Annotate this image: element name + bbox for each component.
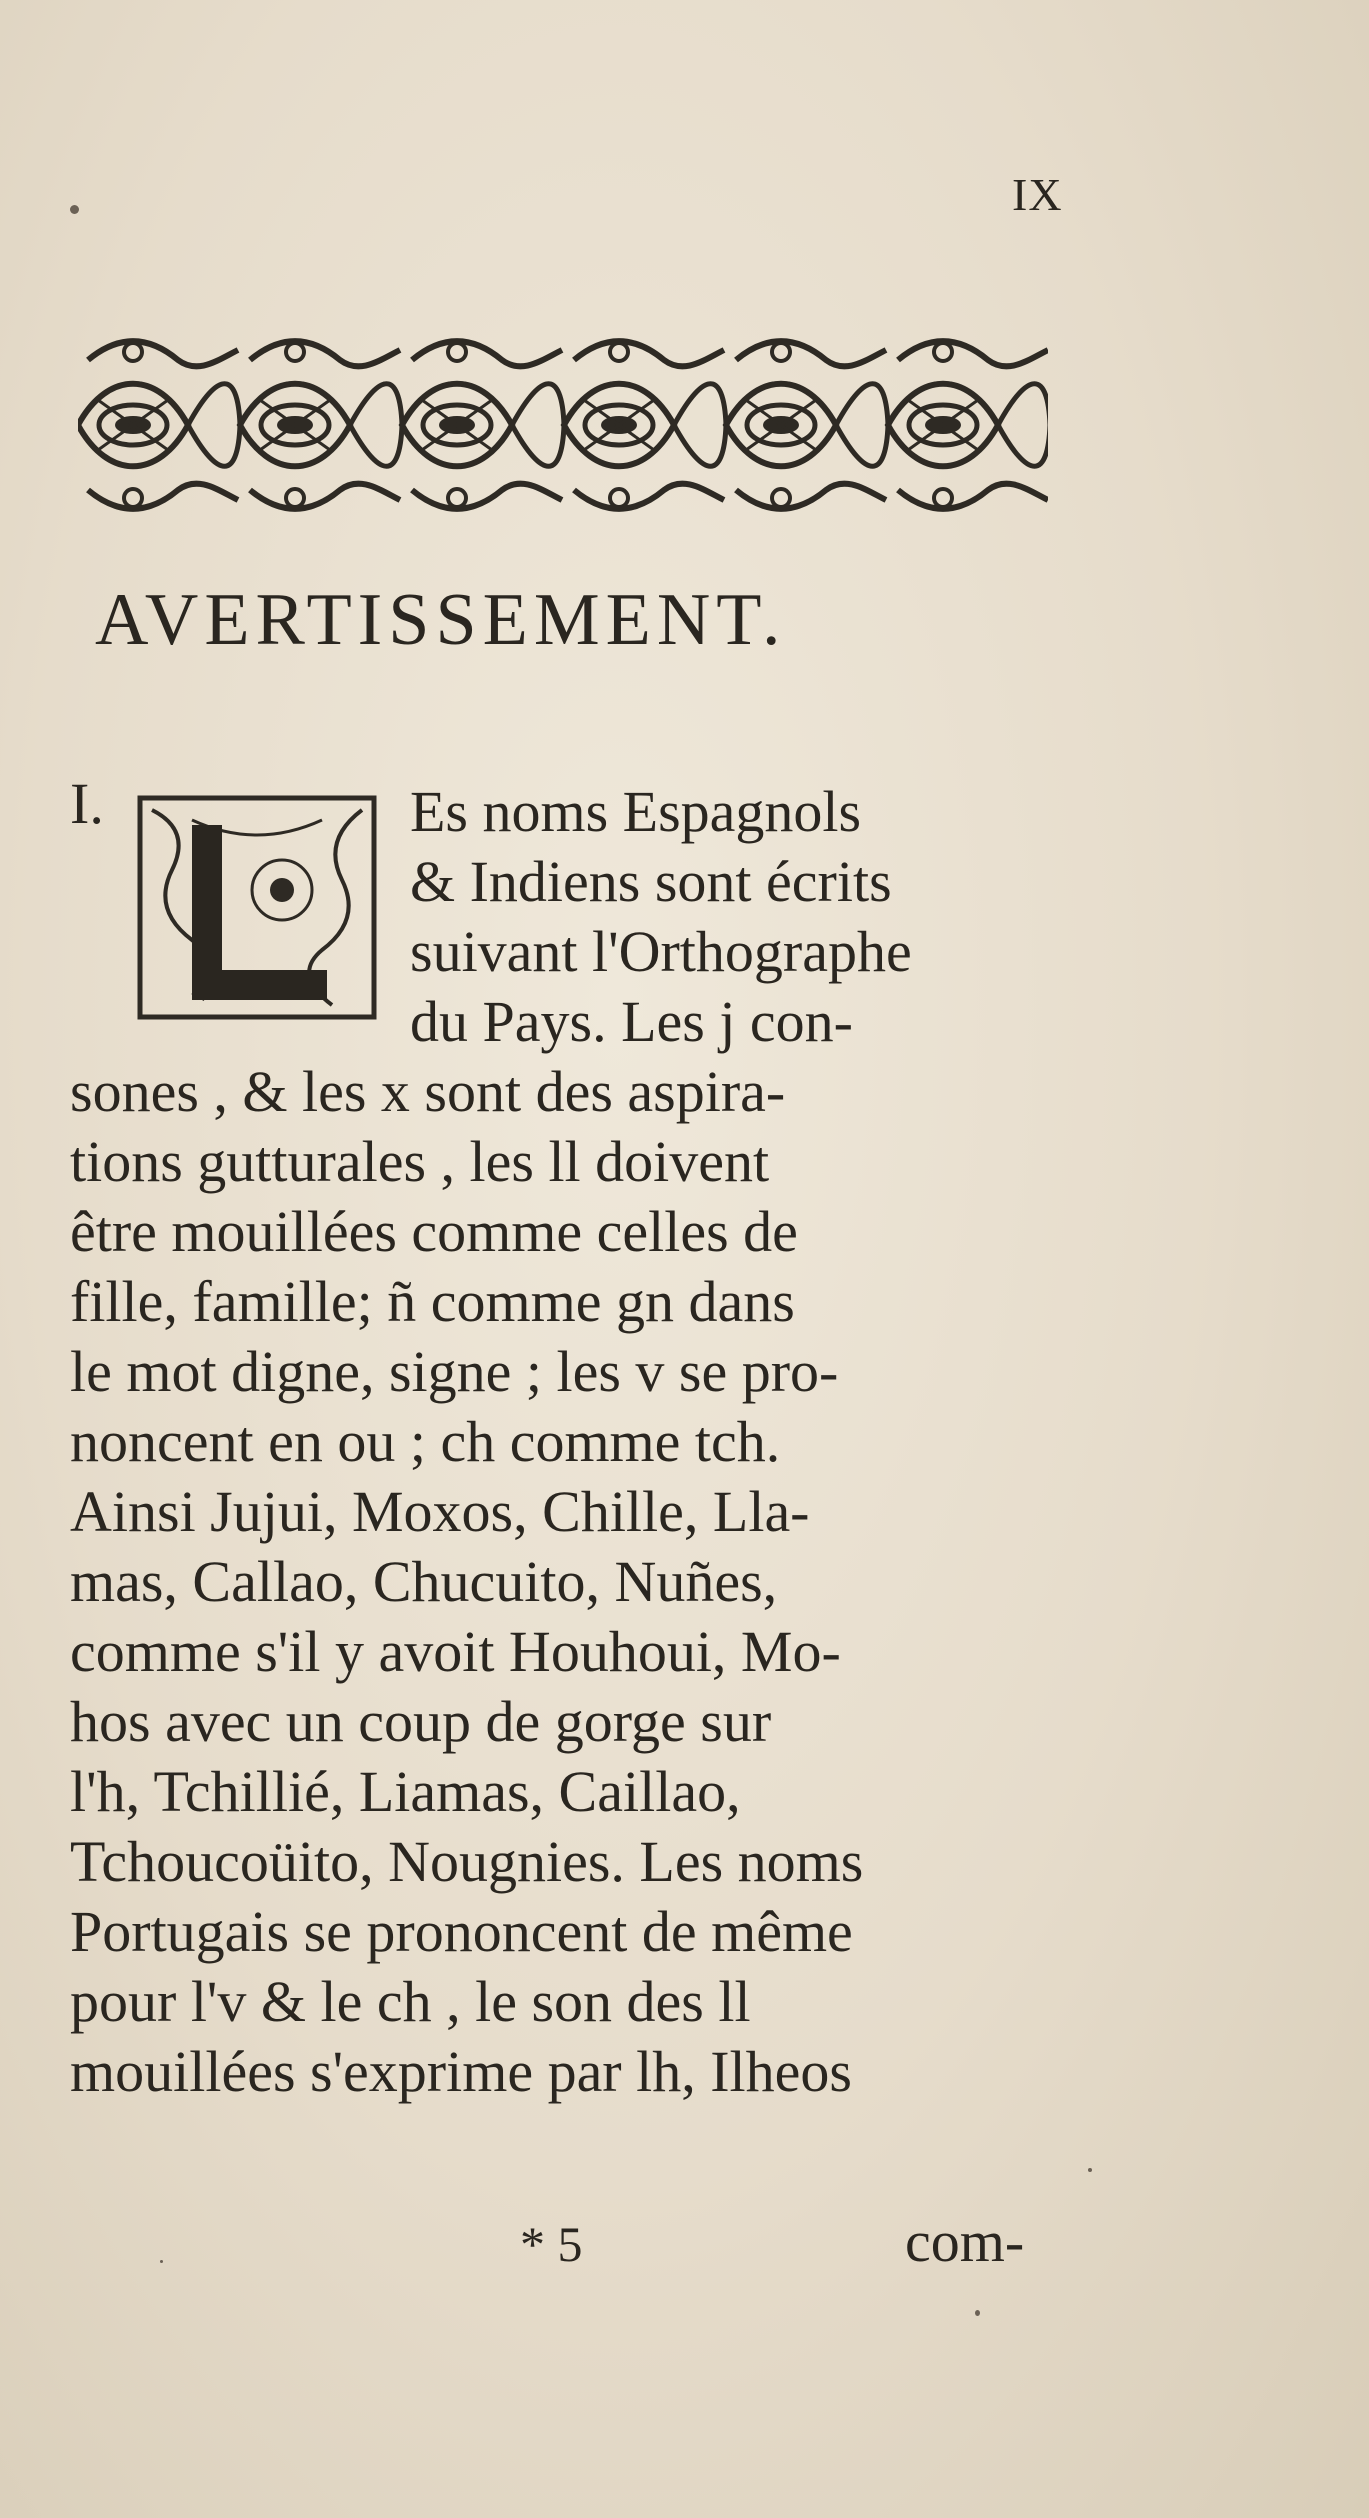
decorated-initial-L bbox=[132, 790, 382, 1025]
text-line: Ainsi Jujui, Moxos, Chille, Lla- bbox=[70, 1479, 810, 1544]
text-line: mouillées s'exprime par lh, Ilheos bbox=[70, 2039, 852, 2104]
text-line: sones , & les x sont des aspira- bbox=[70, 1059, 786, 1124]
ornament-headpiece bbox=[78, 330, 1048, 520]
page-number: IX bbox=[1012, 169, 1063, 220]
text-line: suivant l'Orthographe bbox=[410, 919, 912, 984]
text-line: noncent en ou ; ch comme tch. bbox=[70, 1409, 781, 1474]
text-line: du Pays. Les j con- bbox=[410, 989, 853, 1054]
text-line: Tchoucoüito, Nougnies. Les noms bbox=[70, 1829, 864, 1894]
signature-mark: * 5 bbox=[520, 2216, 583, 2272]
paragraph-number: I. bbox=[70, 771, 104, 836]
text-line: tions gutturales , les ll doivent bbox=[70, 1129, 770, 1194]
text-line: le mot digne, signe ; les v se pro- bbox=[70, 1339, 839, 1404]
text-line: comme s'il y avoit Houhoui, Mo- bbox=[70, 1619, 841, 1684]
paper-speck bbox=[70, 205, 79, 214]
section-title: AVERTISSEMENT. bbox=[95, 579, 787, 661]
text-line: l'h, Tchillié, Liamas, Caillao, bbox=[70, 1759, 741, 1824]
paper-speck bbox=[975, 2310, 980, 2316]
paper-speck bbox=[1088, 2168, 1092, 2172]
text-line: Es noms Espagnols bbox=[410, 779, 862, 844]
text-line: hos avec un coup de gorge sur bbox=[70, 1689, 772, 1754]
text-line: être mouillées comme celles de bbox=[70, 1199, 798, 1264]
text-line: mas, Callao, Chucuito, Nuñes, bbox=[70, 1549, 778, 1614]
text-line: & Indiens sont écrits bbox=[410, 849, 892, 914]
text-line: Portugais se prononcent de même bbox=[70, 1899, 853, 1964]
paper-speck bbox=[160, 2260, 163, 2263]
catchword: com- bbox=[905, 2209, 1025, 2274]
text-line: pour l'v & le ch , le son des ll bbox=[70, 1969, 751, 2034]
text-line: fille, famille; ñ comme gn dans bbox=[70, 1269, 795, 1334]
